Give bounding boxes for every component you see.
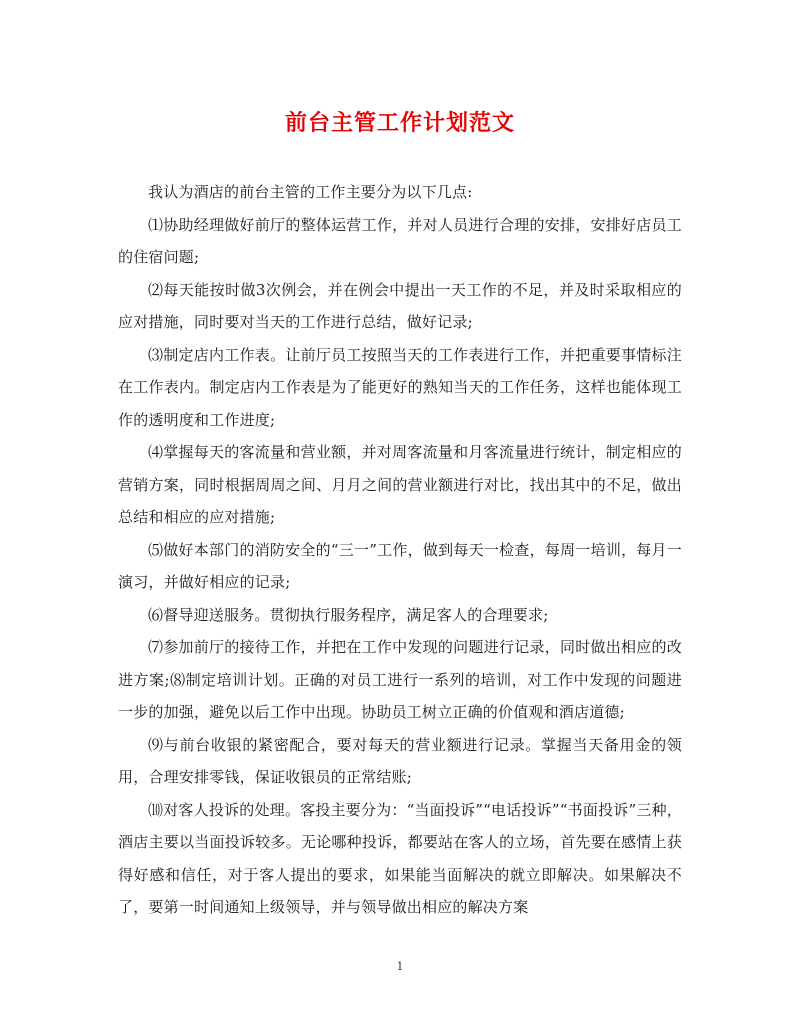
paragraph-item-4: ⑷掌握每天的客流量和营业额，并对周客流量和月客流量进行统计，制定相应的营销方案，同时根据周周之间、月月之间的营业额进行对比，找出其中的不足，做出总结和相应的应对措施; bbox=[118, 443, 682, 526]
paragraph-item-1: ⑴协助经理做好前厅的整体运营工作，并对人员进行合理的安排，安排好店员工的住宿问题; bbox=[118, 215, 682, 266]
paragraph-item-10: ⑽对客人投诉的处理。客投主要分为：“当面投诉”“电话投诉”“书面投诉”三种，酒店主要以当面投诉较多。无论哪种投诉，都要站在客人的立场，首先要在感情上获得好感和信任，对于客人提出的要求，如果能当面解决的就立即解决。如果解决不了，要第一时间通知上级领导，并与领导做出相应的解决方案 bbox=[118, 800, 682, 916]
paragraph-item-9: ⑼与前台收银的紧密配合，要对每天的营业额进行记录。掌握当天备用金的领用，合理安排零钱，保证收银员的正常结账; bbox=[118, 735, 682, 786]
paragraph-item-6: ⑹督导迎送服务。贯彻执行服务程序，满足客人的合理要求; bbox=[148, 605, 549, 624]
paragraph-item-7-8: ⑺参加前厅的接待工作，并把在工作中发现的问题进行记录，同时做出相应的改进方案;⑻制定培训计划。正确的对员工进行一系列的培训，对工作中发现的问题进一步的加强，避免以后工作中出现。协助员工树立正确的价值观和酒店道德; bbox=[118, 638, 682, 721]
paragraph-item-2: ⑵每天能按时做3次例会，并在例会中提出一天工作的不足，并及时采取相应的应对措施，同时要对当天的工作进行总结，做好记录; bbox=[118, 280, 682, 331]
document-title: 前台主管工作计划范文 bbox=[284, 110, 515, 136]
page-number: 1 bbox=[396, 960, 404, 973]
paragraph-intro: 我认为酒店的前台主管的工作主要分为以下几点: bbox=[148, 183, 473, 201]
paragraph-item-5: ⑸做好本部门的消防安全的“三一”工作，做到每天一检查，每周一培训，每月一演习，并做好相应的记录; bbox=[118, 540, 682, 591]
paragraph-item-3: ⑶制定店内工作表。让前厅员工按照当天的工作表进行工作，并把重要事情标注在工作表内。制定店内工作表是为了能更好的熟知当天的工作任务，这样也能体现工作的透明度和工作进度; bbox=[118, 345, 682, 429]
document-body bbox=[118, 176, 682, 924]
